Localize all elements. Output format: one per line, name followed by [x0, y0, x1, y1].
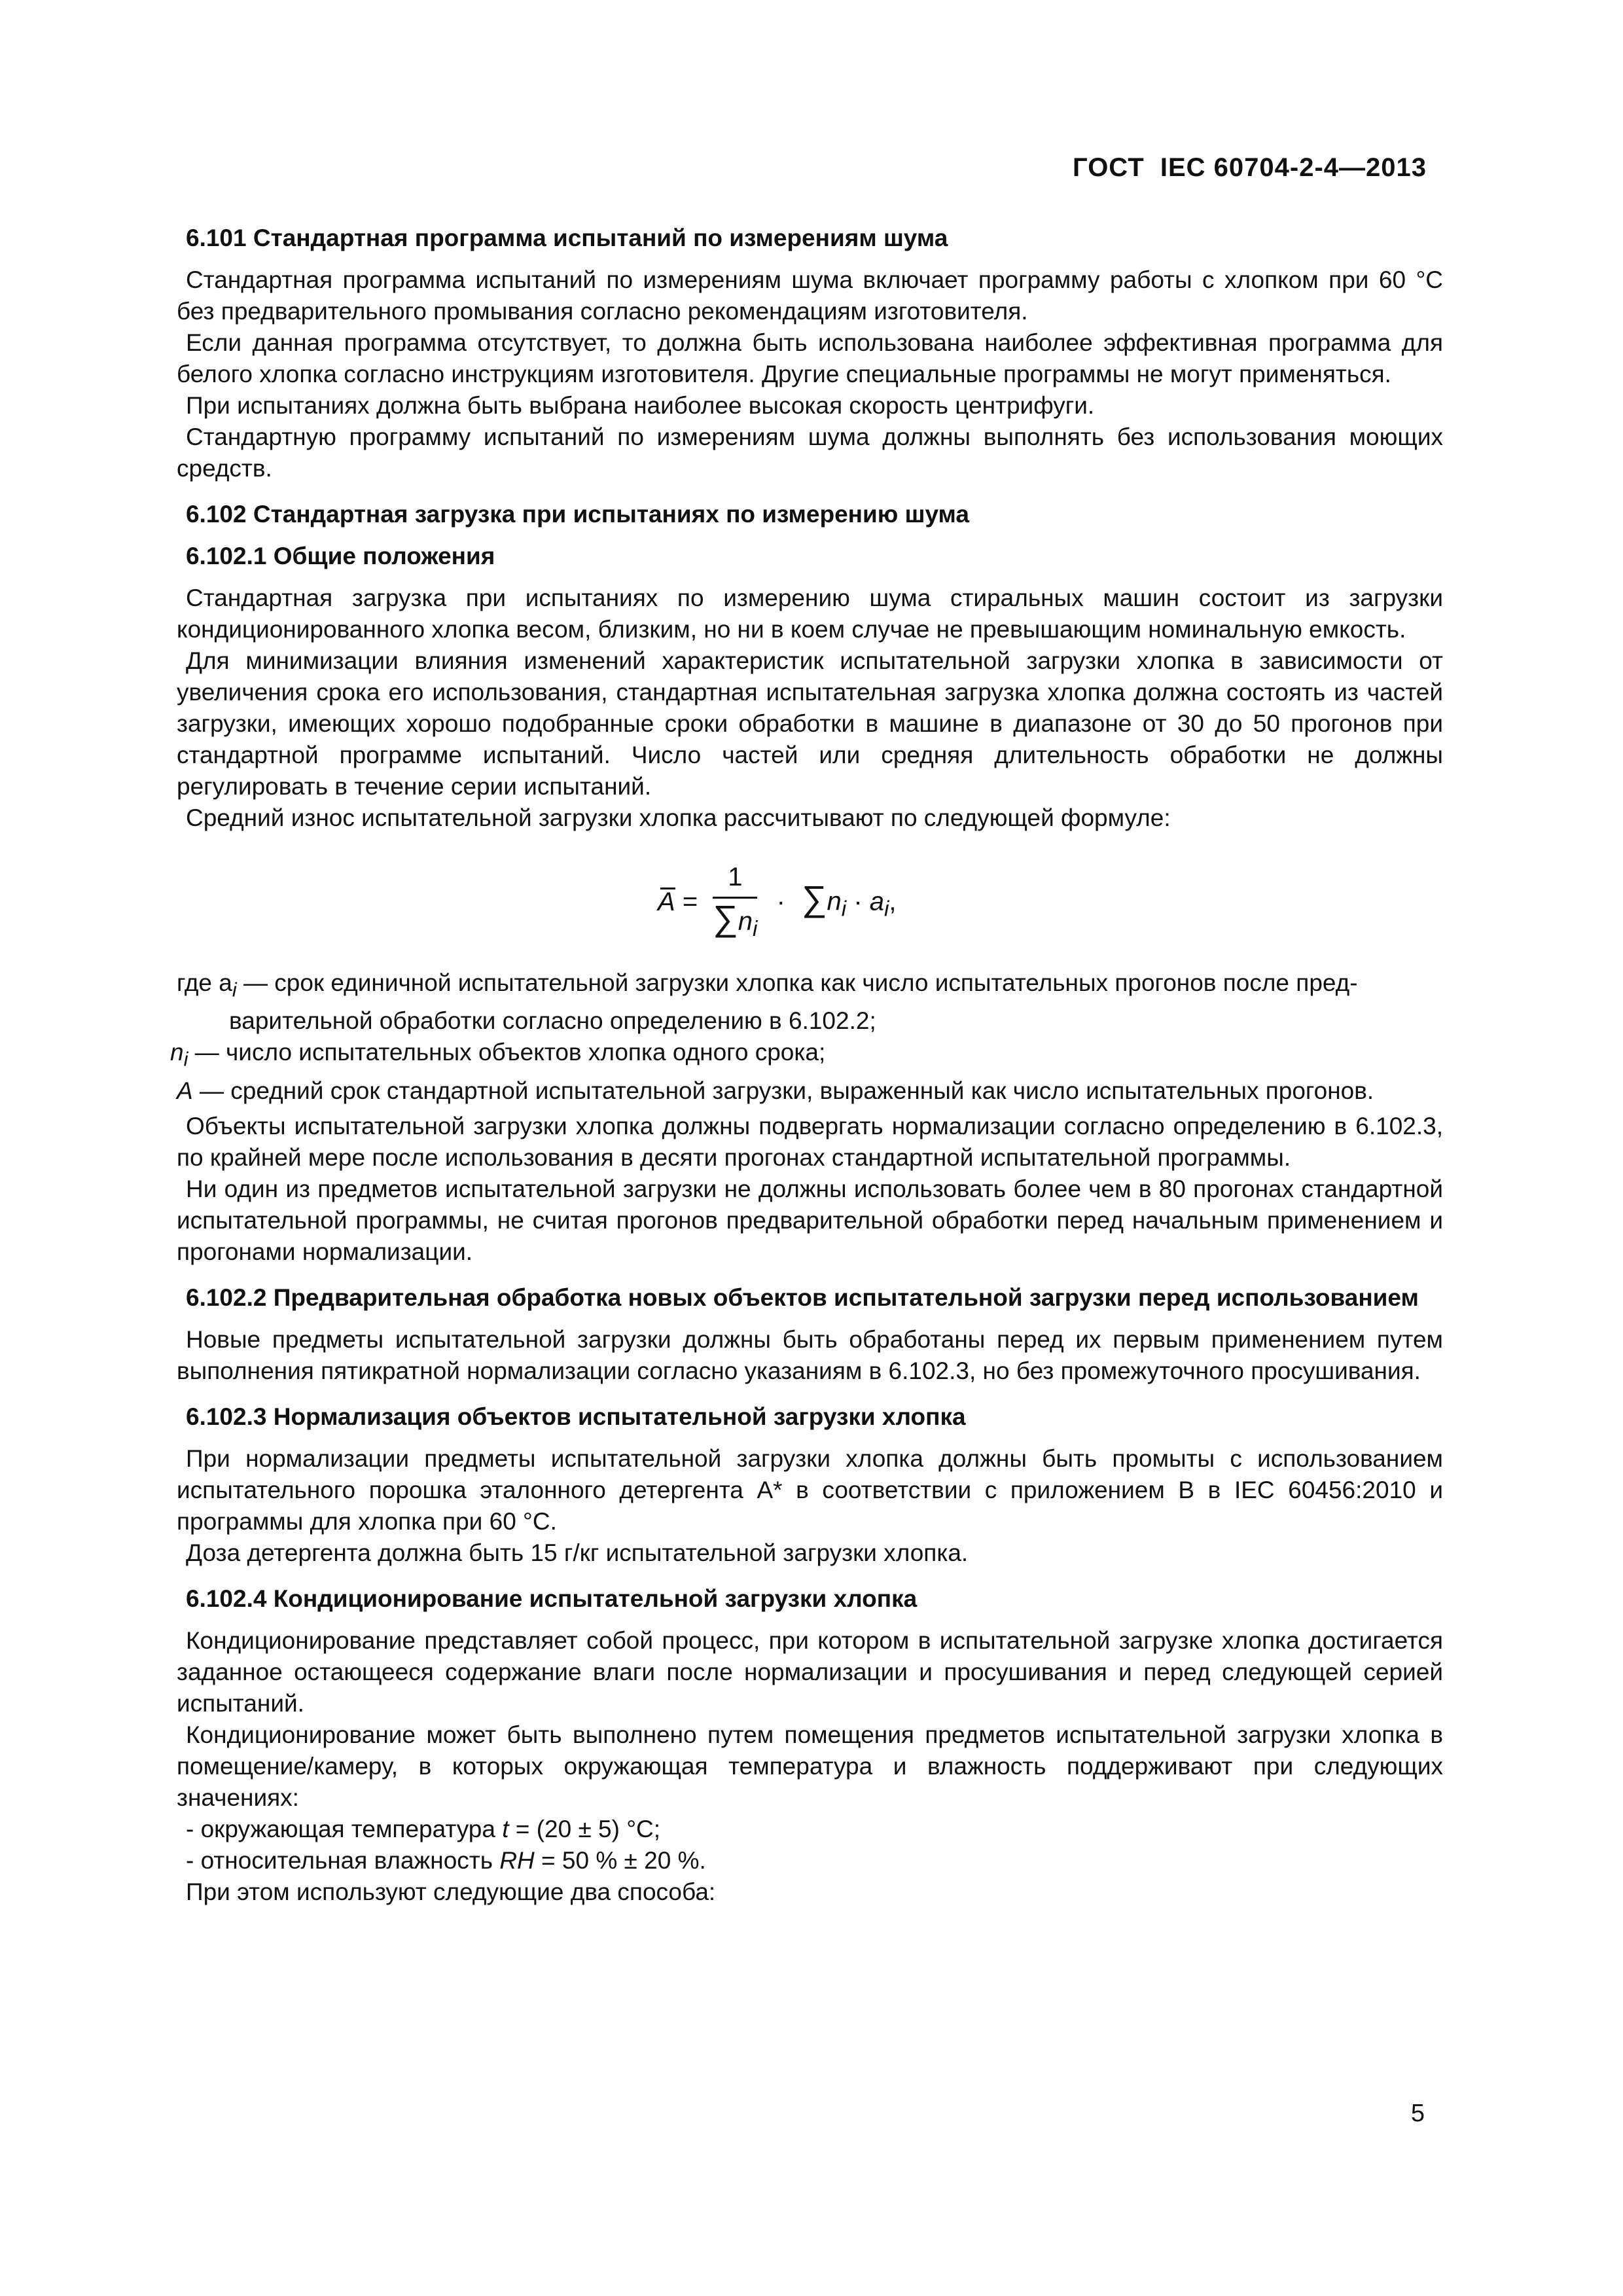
paragraph: Новые предметы испытательной загрузки должны быть обработаны перед их первым применением путем выполнения пятикратной нормализации согласно указаниям в 6.102.3, но без промежуточного просушивания. — [177, 1325, 1443, 1384]
definition-text: срок единичной испытательной загрузки хлопка как число испытательных прогонов после пред- — [274, 969, 1358, 996]
list-item-text: - относительная влажность — [186, 1846, 500, 1874]
paragraph: Объекты испытательной загрузки хлопка должны подвергать нормализации согласно определению в 6.102.3, по крайней мере после использования в десяти прогонах стандартной испытательной программы. — [177, 1112, 1443, 1171]
standard-designation: ГОСТ IEC 60704-2-4—2013 — [1073, 153, 1427, 182]
paragraph: Ни один из предметов испытательной загрузки не должны использовать более чем в 80 прогонах стандартной испытательной программы, не считая прогонов предварительной обработки перед начальным применением и прогонами нормализации. — [177, 1175, 1443, 1265]
formula-sum-sign: ∑ — [802, 878, 827, 918]
definition-var: n — [170, 1039, 184, 1066]
definition-n — [170, 1037, 1443, 1075]
section-heading-6-102-1: 6.102.1 Общие положения — [186, 543, 495, 569]
paragraph: Доза детергента должна быть 15 г/кг испытательной загрузки хлопка. — [186, 1539, 969, 1566]
section-heading-6-101: 6.101 Стандартная программа испытаний по измерениям шума — [186, 224, 948, 251]
definition-text: — средний срок стандартной испытательной загрузки, выраженный как число испытательных прогонов. — [192, 1077, 1374, 1104]
definition-subscript: i — [183, 1047, 188, 1071]
list-item — [177, 1845, 1443, 1876]
formula-dot: · — [776, 887, 785, 916]
definition-subscript: i — [232, 978, 237, 1001]
paragraph: Для минимизации влияния изменений характеристик испытательной загрузки хлопка в зависимости от увеличения срока его использования, стандартная испытательная загрузка хлопка должна состоять из частей загрузки, имеющих хорошо подобранные сроки обработки в машине в диапазоне от 30 до 50 прогонов при стандартной программе испытаний. Число частей или средняя длительность обработки не должны регулировать в течение серии испытаний. — [177, 647, 1443, 800]
formula-sum-sign: ∑ — [713, 899, 738, 938]
paragraph: Если данная программа отсутствует, то должна быть использована наиболее эффективная программа для белого хлопка согласно инструкциям изготовителя. Другие специальные программы не могут применяться. — [177, 329, 1443, 387]
definition-var: A — [177, 1077, 193, 1104]
formula-var: a — [869, 887, 885, 916]
section-heading-6-102-2: 6.102.2 Предварительная обработка новых объектов испытательной загрузки перед использованием — [186, 1283, 1419, 1311]
formula-lhs: A — [658, 887, 675, 916]
formula-equals: = — [682, 887, 698, 916]
document-body — [170, 223, 1443, 1908]
definition-a-continued: варительной обработки согласно определению в 6.102.2; — [229, 1007, 876, 1035]
formula-var: n — [827, 887, 842, 916]
paragraph: Стандартная загрузка при испытаниях по измерению шума стиральных машин состоит из загрузки кондиционированного хлопка весом, близким, но ни в коем случае не превышающим номинальную емкость. — [177, 584, 1443, 643]
average-wear-formula — [177, 836, 1443, 961]
list-item-var: RH — [499, 1846, 535, 1874]
formula-numerator: 1 — [713, 861, 757, 899]
paragraph: Стандартную программу испытаний по измерениям шума должны выполнять без использования моющих средств. — [177, 423, 1443, 482]
definition-text: — число испытательных объектов хлопка одного срока; — [188, 1039, 826, 1066]
paragraph: При нормализации предметы испытательной загрузки хлопка должны быть промыты с использованием испытательного порошка эталонного детергента А* в соответствии с приложением В в IEC 60456:2010 и программы для хлопка при 60 °С. — [177, 1444, 1443, 1535]
definition-lead: где a — [177, 969, 232, 996]
formula-dot: · — [853, 887, 863, 916]
section-heading-6-102-3: 6.102.3 Нормализация объектов испытательной загрузки хлопка — [186, 1403, 966, 1430]
formula-subscript: i — [841, 897, 847, 922]
definition-A — [177, 1075, 1443, 1107]
list-item-text: = (20 ± 5) °С; — [508, 1815, 661, 1842]
formula-fraction — [713, 861, 757, 945]
paragraph: Кондиционирование может быть выполнено путем помещения предметов испытательной загрузки хлопка в помещение/камеру, в которых окружающая температура и влажность поддерживают при следующих значениях: — [177, 1721, 1443, 1811]
formula-subscript: i — [753, 917, 758, 941]
list-item-text: - окружающая температура — [186, 1815, 503, 1842]
formula-comma: , — [889, 887, 897, 916]
list-item-var: t — [502, 1815, 509, 1842]
formula-var: n — [738, 907, 753, 936]
formula-definitions — [170, 967, 1443, 1107]
definition-a — [177, 967, 1443, 1005]
paragraph: При испытаниях должна быть выбрана наиболее высокая скорость центрифуги. — [186, 392, 1095, 419]
section-heading-6-102-4: 6.102.4 Кондиционирование испытательной загрузки хлопка — [186, 1585, 918, 1612]
list-item-text: = 50 % ± 20 %. — [534, 1846, 706, 1874]
definition-dash: — — [236, 969, 275, 996]
list-item — [177, 1814, 1443, 1845]
paragraph: При этом используют следующие два способа: — [186, 1878, 716, 1905]
formula-subscript: i — [884, 897, 889, 922]
paragraph: Стандартная программа испытаний по измерениям шума включает программу работы с хлопком при 60 °С без предварительного промывания согласно рекомендациям изготовителя. — [177, 266, 1443, 325]
paragraph: Кондиционирование представляет собой процесс, при котором в испытательной загрузке хлопка достигается заданное остающееся содержание влаги после нормализации и просушивания и перед следующей серией испытаний. — [177, 1626, 1443, 1717]
page-number: 5 — [1410, 2100, 1425, 2127]
section-heading-6-102: 6.102 Стандартная загрузка при испытаниях по измерению шума — [186, 501, 970, 528]
paragraph: Средний износ испытательной загрузки хлопка рассчитывают по следующей формуле: — [186, 804, 1171, 831]
formula-denominator — [713, 899, 757, 945]
